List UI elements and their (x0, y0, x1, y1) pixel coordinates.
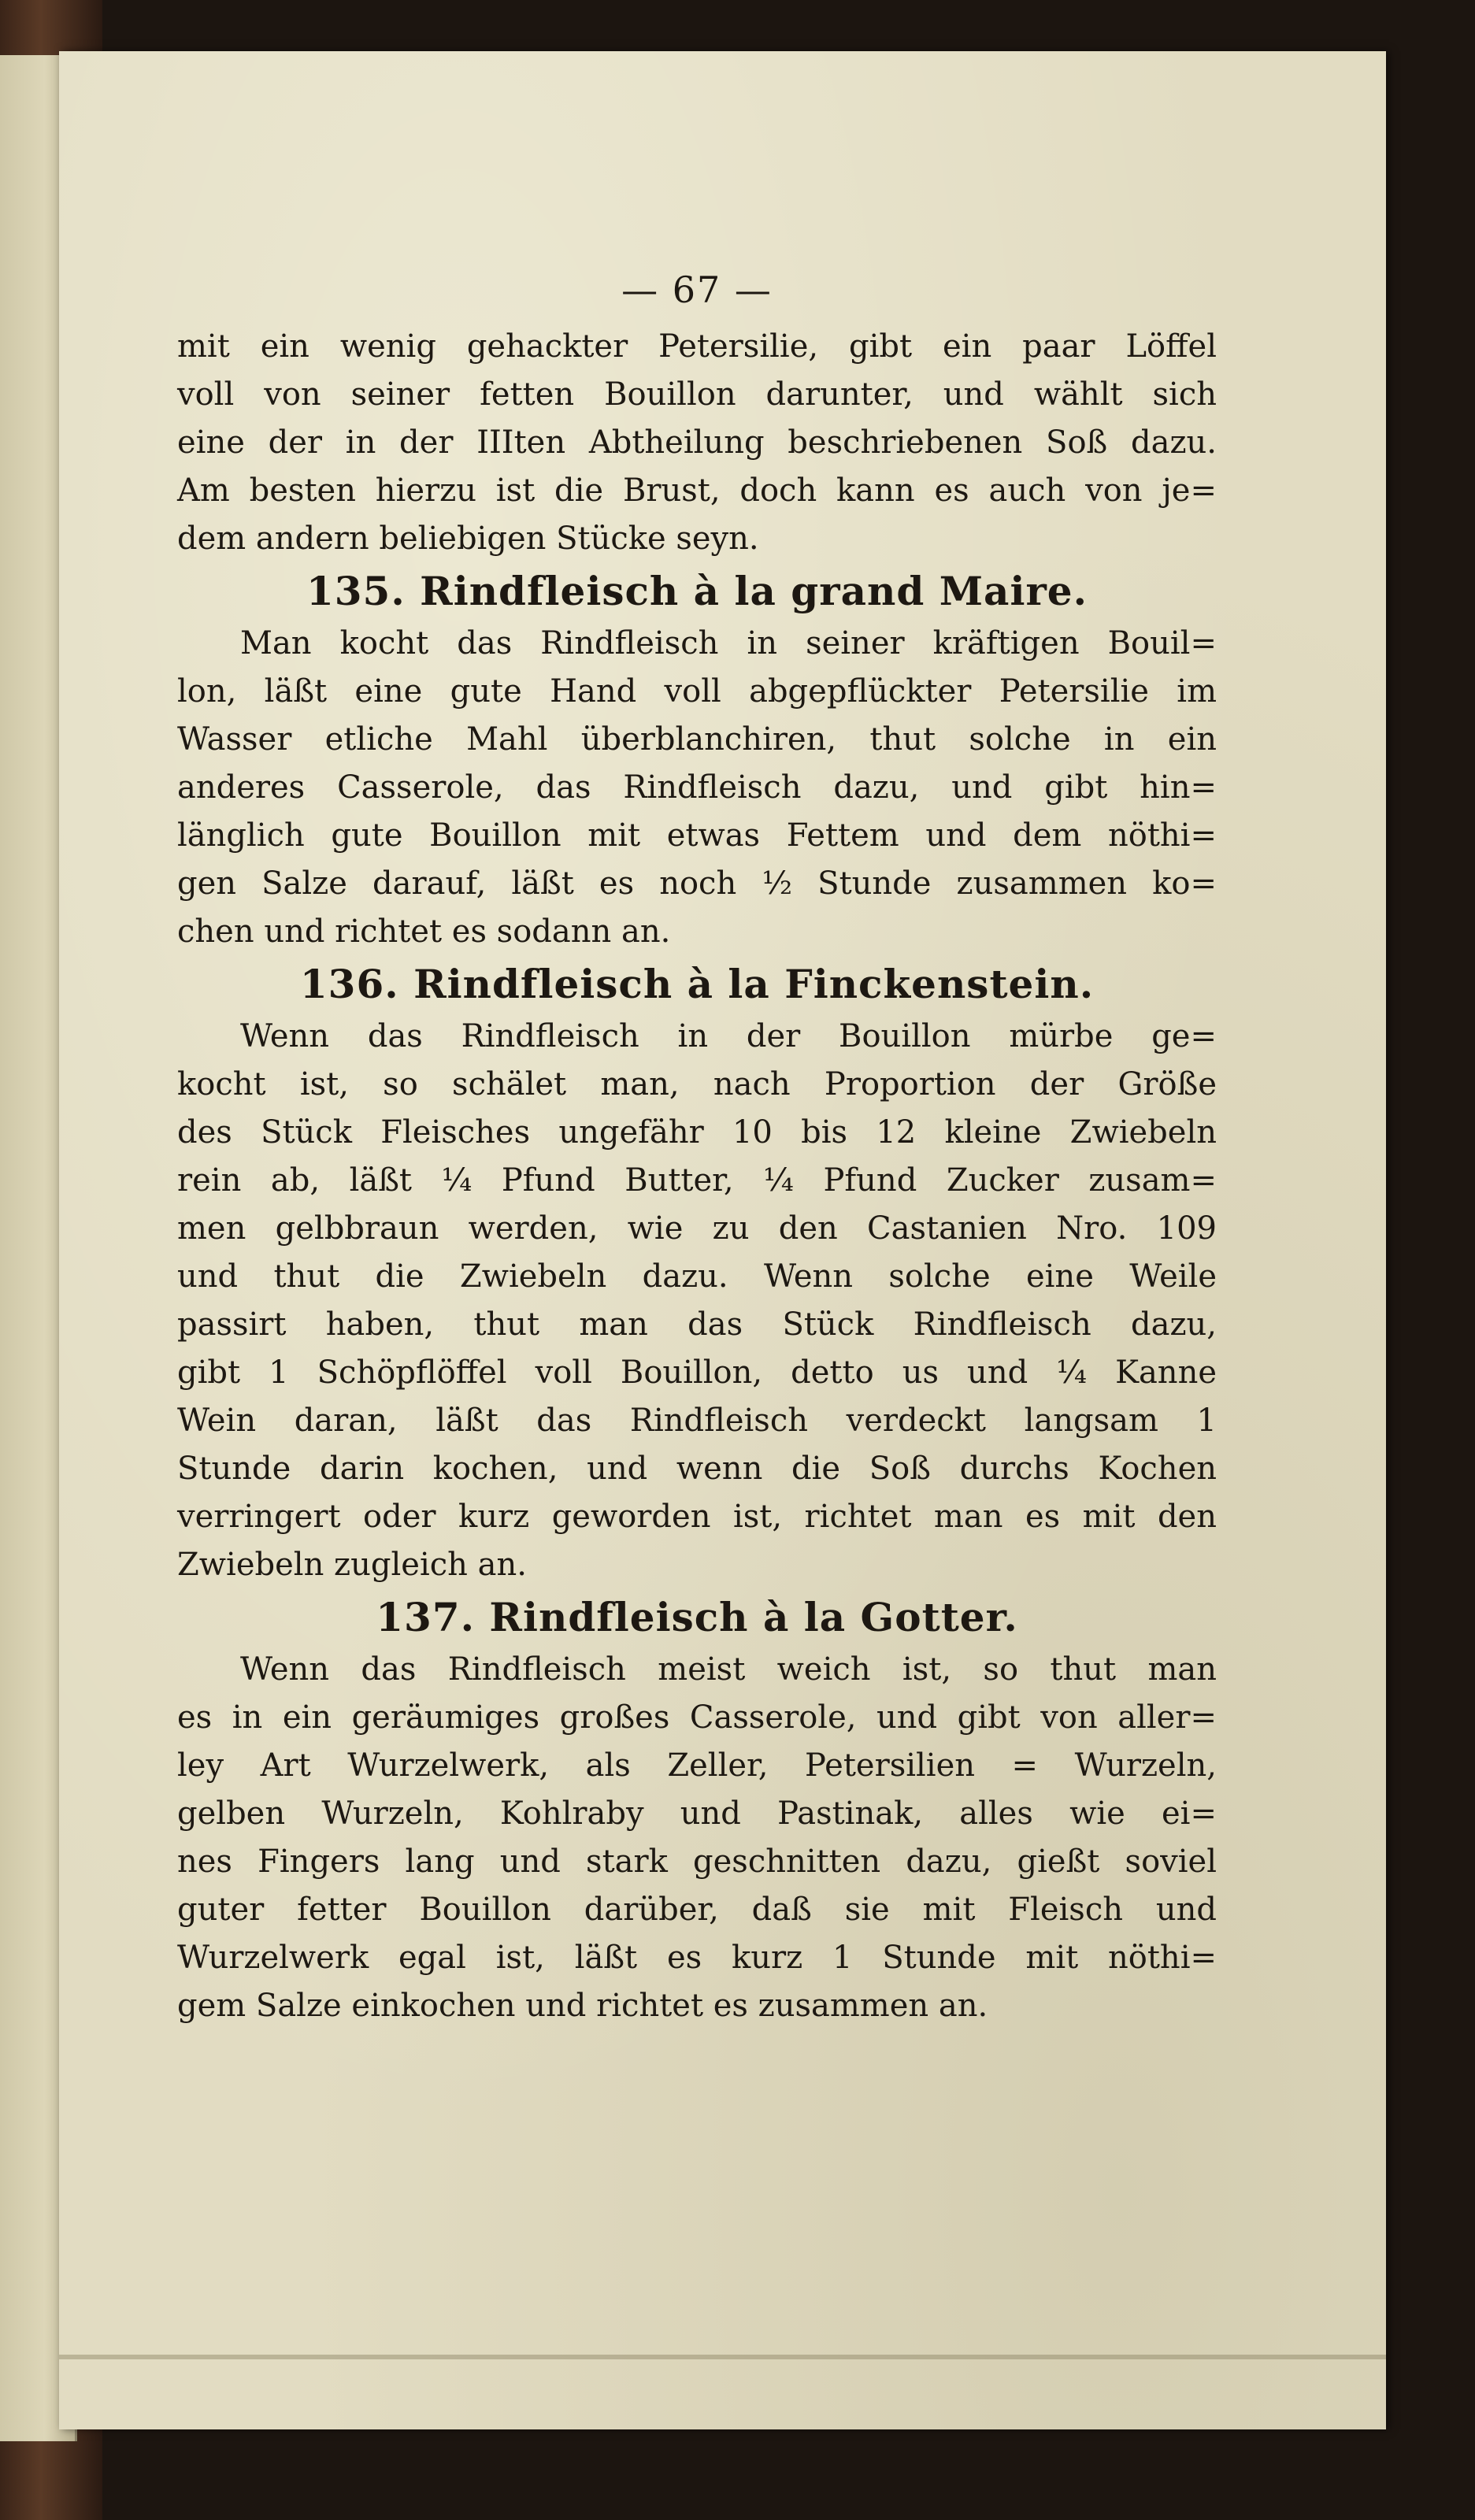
text-line: des Stück Fleisches ungefähr 10 bis 12 kleine Zwiebeln (177, 1114, 1217, 1151)
text-line: Zwiebeln zugleich an. (177, 1547, 527, 1583)
intro-paragraph (177, 323, 1217, 563)
text-line: es in ein geräumiges großes Casserole, und gibt von aller= (177, 1699, 1217, 1736)
text-line: und thut die Zwiebeln dazu. Wenn solche eine Weile (177, 1258, 1217, 1295)
text-line: anderes Casserole, das Rindfleisch dazu, und gibt hin= (177, 769, 1217, 806)
text-line: eine der in der IIIten Abtheilung beschriebenen Soß dazu. (177, 424, 1217, 461)
text-line: Wurzelwerk egal ist, läßt es kurz 1 Stunde mit nöthi= (177, 1940, 1217, 1976)
text-line: Man kocht das Rindfleisch in seiner kräftigen Bouil= (240, 625, 1217, 662)
text-line: Am besten hierzu ist die Brust, doch kann es auch von je= (177, 472, 1217, 509)
text-line: kocht ist, so schälet man, nach Proportion der Größe (177, 1066, 1217, 1102)
text-line: men gelbbraun werden, wie zu den Castanien Nro. 109 (177, 1210, 1217, 1247)
text-line: gen Salze darauf, läßt es noch ½ Stunde zusammen ko= (177, 865, 1217, 902)
text-line: rein ab, läßt ¼ Pfund Butter, ¼ Pfund Zucker zusam= (177, 1162, 1217, 1199)
text-line: Wasser etliche Mahl überblanchiren, thut solche in ein (177, 721, 1217, 758)
recipe-137 (177, 1589, 1217, 2030)
recipe-136 (177, 956, 1217, 1589)
text-line: voll von seiner fetten Bouillon darunter, und wählt sich (177, 376, 1217, 413)
text-line: Stunde darin kochen, und wenn die Soß durchs Kochen (177, 1451, 1217, 1487)
page-number: — 67 — (621, 269, 773, 311)
recipe-heading: 137. Rindfleisch à la Gotter. (376, 1594, 1018, 1640)
text-line: ley Art Wurzelwerk, als Zeller, Petersilien = Wurzeln, (177, 1747, 1217, 1784)
recipe-heading: 136. Rindfleisch à la Finckenstein. (299, 961, 1095, 1007)
text-line: Wenn das Rindfleisch in der Bouillon mürbe ge= (240, 1018, 1217, 1054)
text-line: länglich gute Bouillon mit etwas Fettem und dem nöthi= (177, 817, 1217, 854)
text-line: Wein daran, läßt das Rindfleisch verdeckt langsam 1 (177, 1403, 1217, 1439)
recipe-135 (177, 563, 1217, 956)
page-text (177, 268, 1217, 2030)
text-line: gelben Wurzeln, Kohlraby und Pastinak, alles wie ei= (177, 1796, 1217, 1832)
text-line: mit ein wenig gehackter Petersilie, gibt ein paar Löffel (177, 328, 1217, 365)
recipe-heading: 135. Rindfleisch à la grand Maire. (306, 568, 1088, 614)
text-line: nes Fingers lang und stark geschnitten dazu, gießt soviel (177, 1844, 1217, 1880)
text-line: gibt 1 Schöpflöffel voll Bouillon, detto us und ¼ Kanne (177, 1354, 1217, 1391)
text-line: gem Salze einkochen und richtet es zusammen an. (177, 1988, 988, 2024)
text-line: lon, läßt eine gute Hand voll abgepflückter Petersilie im (177, 673, 1217, 710)
text-line: chen und richtet es sodann an. (177, 914, 671, 950)
text-line: verringert oder kurz geworden ist, richtet man es mit den (177, 1499, 1217, 1535)
text-line: guter fetter Bouillon darüber, daß sie mit Fleisch und (177, 1892, 1217, 1928)
text-line: Wenn das Rindfleisch meist weich ist, so thut man (240, 1651, 1217, 1688)
text-line: dem andern beliebigen Stücke seyn. (177, 521, 759, 557)
page-fold-line (59, 2355, 1386, 2359)
text-line: passirt haben, thut man das Stück Rindfleisch dazu, (177, 1306, 1217, 1343)
